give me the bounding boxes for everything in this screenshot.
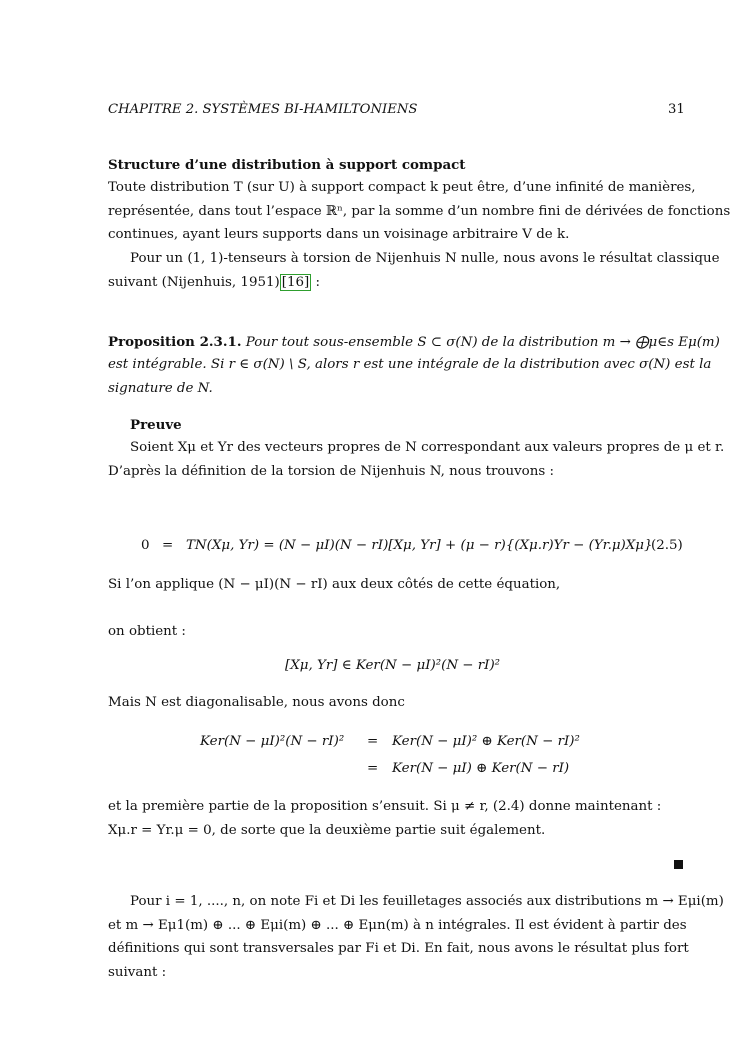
citation-text: suivant (Nijenhuis, 1951) [108,275,280,290]
paragraph-line: et la première partie de la proposition s’ensuit. Si μ ≠ r, (2.4) donne maintenant : [108,799,662,814]
section-title: Structure d’une distribution à support compact [108,157,466,173]
kernel-rhs-1: Ker(N − μI)² ⊕ Ker(N − rI)² [392,734,580,749]
paragraph-line: Mais N est diagonalisable, nous avons donc [108,695,405,710]
bracket-equation: [Xμ, Yr] ∈ Ker(N − μI)²(N − rI)² [285,658,501,673]
paragraph-line: définitions qui sont transversales par Fi et Di. En fait, nous avons le résultat plus fort [108,941,689,956]
equation-rhs: TN(Xμ, Yr) = (N − μI)(N − rI)[Xμ, Yr] + (μ − r){(Xμ.r)Yr − (Yr.μ)Xμ} [186,538,653,553]
proposition-line: est intégrable. Si r ∈ σ(N) \ S, alors r est une intégrale de la distribution avec σ(N) est la [108,357,712,372]
proposition-label: Proposition 2.3.1. [108,334,242,350]
running-header: CHAPITRE 2. SYSTÈMES BI-HAMILTONIENS [108,102,418,117]
kernel-rhs-2: Ker(N − μI) ⊕ Ker(N − rI) [392,761,570,776]
equation-lhs: 0 [141,538,150,553]
proof-title: Preuve [130,417,182,433]
paragraph-line: Pour i = 1, ...., n, on note Fi et Di les feuilletages associés aux distributions m → Eμi(m) [130,894,724,909]
paragraph-line: Xμ.r = Yr.μ = 0, de sorte que la deuxième partie suit également. [108,823,546,838]
paragraph-line: suivant : [108,965,167,980]
equation-number: (2.5) [651,538,683,553]
paragraph-line: Si l’on applique (N − μI)(N − rI) aux deux côtés de cette équation, [108,577,561,592]
paragraph-line: Toute distribution T (sur U) à support compact k peut être, d’une infinité de manières, [108,180,696,195]
paragraph-line: représentée, dans tout l’espace ℝⁿ, par la somme d’un nombre fini de dérivées de fonctions [108,204,731,219]
paragraph-line: continues, ayant leurs supports dans un voisinage arbitraire V de k. [108,227,570,242]
paragraph-line [108,275,320,291]
page-number: 31 [668,102,685,117]
kernel-equals-1: = [367,734,379,749]
proposition-line: signature de N. [108,381,213,396]
proposition-text: Pour tout sous-ensemble S ⊂ σ(N) de la distribution m → ⨁μ∈s Eμ(m) [245,335,720,350]
proposition-line [108,334,720,351]
citation-suffix: : [311,275,321,290]
paragraph-line: Pour un (1, 1)-tenseurs à torsion de Nijenhuis N nulle, nous avons le résultat classique [130,251,720,266]
kernel-lhs: Ker(N − μI)²(N − rI)² [200,734,345,749]
qed-square-icon [674,860,683,869]
paragraph-line: on obtient : [108,624,186,639]
kernel-equals-2: = [367,761,379,776]
proof-line: Soient Xμ et Yr des vecteurs propres de N correspondant aux valeurs propres de μ et r. [130,440,725,455]
equation-equals: = [162,538,174,553]
proof-line: D’après la définition de la torsion de Nijenhuis N, nous trouvons : [108,464,554,479]
citation-link[interactable]: [16] [281,275,310,290]
paragraph-line: et m → Eμ1(m) ⊕ ... ⊕ Eμi(m) ⊕ ... ⊕ Eμn(m) à n intégrales. Il est évident à partir des [108,918,687,933]
